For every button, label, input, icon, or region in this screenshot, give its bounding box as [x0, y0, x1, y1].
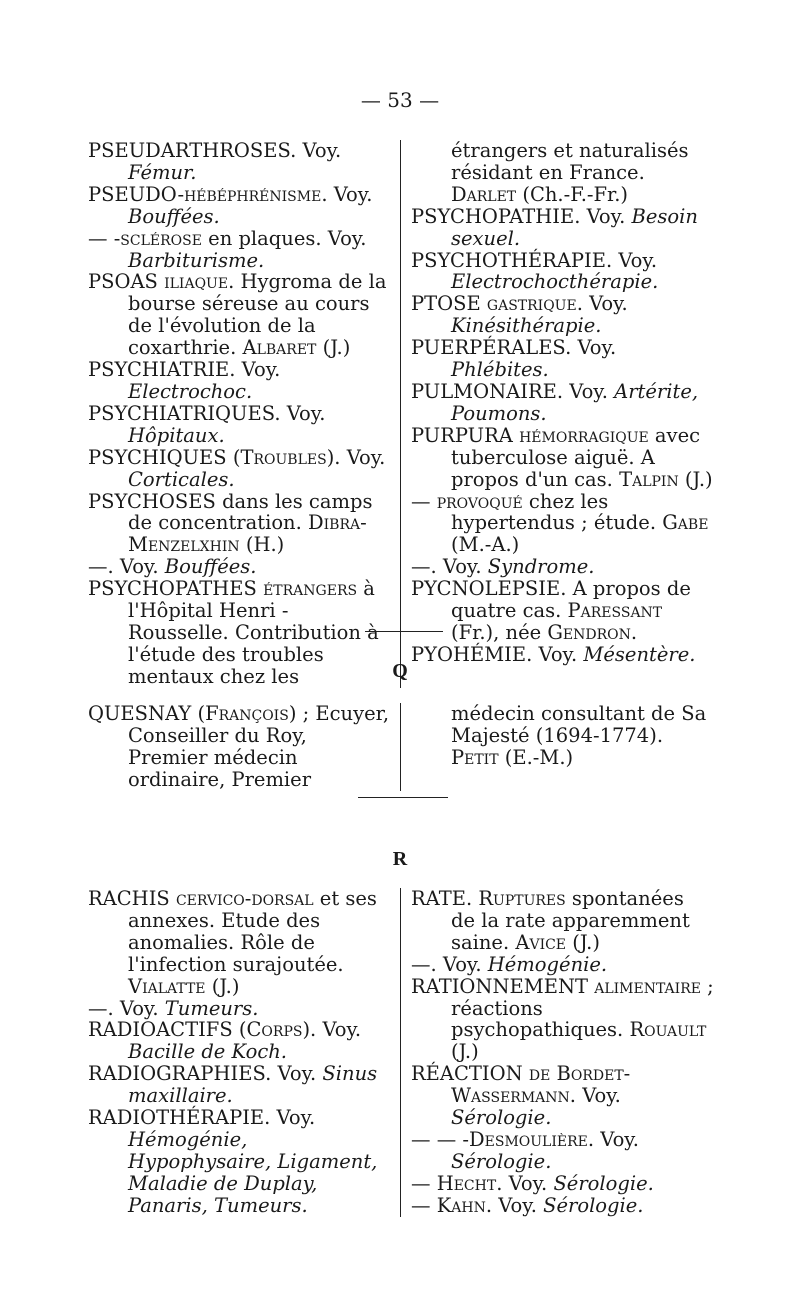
index-entry	[88, 1107, 390, 1217]
section-r-right-column	[401, 888, 714, 1217]
cross-reference: Syndrome.	[487, 555, 595, 579]
index-entry	[411, 578, 714, 644]
section-r-left-column	[88, 888, 401, 1217]
index-entry-continuation	[411, 703, 714, 769]
entry-text: ). Voy.	[326, 445, 386, 469]
entry-text: . Voy.	[587, 1127, 639, 1151]
entry-text: RADIOGRAPHIES. Voy.	[88, 1062, 323, 1086]
entry-text: PSYCHOPATHES	[88, 577, 264, 601]
entry-text: RATE.	[411, 887, 479, 910]
cross-reference: Sérologie.	[553, 1171, 654, 1195]
cross-reference: Fémur.	[128, 160, 197, 184]
entry-text: RATIONNEMENT	[411, 974, 595, 998]
small-caps-text: hémorragique	[519, 423, 649, 447]
small-caps-text: cervico-dorsal	[175, 887, 314, 910]
entry-text: chez les hypertendus ; étude.	[451, 489, 663, 535]
index-entry	[411, 1063, 714, 1129]
entry-text: (E.-M.)	[498, 745, 574, 769]
index-entry	[88, 403, 390, 447]
section-divider	[365, 631, 443, 632]
letter-heading-r: R	[392, 848, 408, 870]
entry-text: (J.)	[678, 467, 713, 491]
index-entry	[411, 206, 714, 250]
entry-text: (J.)	[205, 974, 240, 998]
section-q-right-column	[401, 703, 714, 791]
section-p-right-column	[401, 140, 714, 688]
index-entry	[88, 703, 390, 791]
entry-text: PURPURA	[411, 423, 520, 447]
entry-text: en plaques. Voy.	[201, 226, 367, 250]
small-caps-text: Petit	[451, 745, 499, 769]
entry-text: . Voy.	[569, 1084, 621, 1108]
entry-text: ) ; Ecuyer, Conseiller du Roy, Premier médecin ordinaire, Premier	[128, 702, 390, 791]
entry-text: . Voy.	[496, 1171, 554, 1195]
small-caps-text: Gabe	[662, 511, 709, 535]
cross-reference: Artérite, Poumons.	[451, 379, 699, 425]
index-entry	[411, 293, 714, 337]
index-entry	[411, 888, 714, 954]
small-caps-text: François	[205, 702, 289, 725]
small-caps-text: Gendron	[547, 620, 631, 644]
small-caps-text: Troubles	[240, 445, 327, 469]
entry-text: .	[630, 620, 638, 644]
section-divider	[358, 797, 448, 798]
index-entry	[88, 447, 390, 491]
index-entry	[88, 998, 390, 1020]
section-r	[88, 888, 714, 1217]
entry-text: RACHIS	[88, 887, 176, 910]
entry-text: RÉACTION	[411, 1062, 529, 1086]
index-entry	[411, 1195, 714, 1217]
index-entry	[411, 954, 714, 976]
cross-reference: Corticales.	[128, 467, 235, 491]
small-caps-text: provoqué	[436, 489, 523, 513]
entry-text: médecin consultant de Sa Majesté (1694-1774).	[451, 702, 707, 747]
index-entry	[411, 976, 714, 1064]
small-caps-text: Albaret	[242, 336, 317, 360]
cross-reference: Tumeurs.	[164, 996, 259, 1020]
cross-reference: Electrochocthérapie.	[451, 270, 659, 294]
entry-text: PSYCHIQUES (	[88, 445, 241, 469]
entry-text: —	[411, 1171, 437, 1195]
entry-text: PYOHÉMIE. Voy.	[411, 642, 584, 666]
entry-text: (J.)	[316, 336, 351, 360]
entry-text: PUERPÉRALES. Voy.	[411, 336, 617, 360]
section-p	[88, 140, 714, 688]
entry-text: . Hygroma de la bourse séreuse au cours de l'évolution de la coxarthrie.	[128, 270, 387, 360]
entry-text: PSYCHIATRIQUES. Voy.	[88, 401, 326, 425]
cross-reference: Hémogénie, Hypophysaire, Ligament, Maladie de Duplay, Panaris, Tumeurs.	[128, 1127, 378, 1217]
entry-text: —	[411, 489, 437, 513]
entry-text: PSYCHOTHÉRAPIE. Voy.	[411, 248, 658, 272]
index-entry	[88, 140, 390, 184]
index-entry	[88, 491, 390, 557]
entry-text: à l'Hôpital Henri - Rousselle. Contribution à l'étude des troubles mentaux chez les	[128, 577, 379, 688]
small-caps-text: Rouault	[629, 1018, 707, 1042]
entry-text: (M.-A.)	[451, 533, 520, 557]
entry-text: PSEUDO-	[88, 182, 185, 206]
cross-reference: Bouffées.	[164, 555, 257, 579]
entry-text: — — -	[411, 1127, 469, 1151]
section-q	[88, 703, 714, 791]
cross-reference: Bacille de Koch.	[128, 1040, 288, 1064]
index-entry-continuation	[411, 140, 714, 206]
cross-reference: Mésentère.	[583, 642, 696, 666]
small-caps-text: Hecht	[436, 1171, 497, 1195]
cross-reference: Sinus maxillaire.	[128, 1062, 378, 1108]
entry-text: (H.)	[239, 533, 285, 557]
small-caps-text: Ruptures	[478, 887, 566, 910]
small-caps-text: Desmoulière	[469, 1127, 588, 1151]
entry-text: ). Voy.	[302, 1018, 362, 1042]
index-entry	[411, 425, 714, 491]
small-caps-text: Kahn	[436, 1193, 486, 1217]
cross-reference: Sérologie.	[451, 1149, 552, 1173]
entry-text: . Voy.	[485, 1193, 544, 1217]
letter-heading-q: Q	[392, 660, 408, 682]
small-caps-text: gastrique	[486, 292, 577, 316]
cross-reference: Sérologie.	[543, 1193, 644, 1217]
small-caps-text: Darlet	[451, 182, 517, 206]
entry-text: (Ch.-F.-Fr.)	[516, 182, 629, 206]
cross-reference: Phlébites.	[451, 358, 549, 382]
small-caps-text: iliaque	[164, 270, 229, 294]
index-entry	[88, 1019, 390, 1063]
entry-text: —	[411, 1193, 437, 1217]
small-caps-text: Talpin	[619, 467, 679, 491]
cross-reference: Bouffées.	[128, 204, 220, 228]
small-caps-text: alimentaire	[594, 974, 701, 998]
entry-text: PTOSE	[411, 292, 487, 316]
cross-reference: Besoin sexuel.	[451, 204, 698, 250]
section-p-left-column	[88, 140, 401, 688]
cross-reference: Hôpitaux.	[128, 423, 225, 447]
entry-text: PSYCHIATRIE. Voy.	[88, 358, 281, 382]
entry-text: . Voy.	[321, 182, 373, 206]
entry-text: —. Voy.	[411, 952, 488, 976]
entry-text: QUESNAY (	[88, 702, 206, 725]
index-entry	[411, 381, 714, 425]
entry-text: et ses annexes. Etude des anomalies. Rôle de l'infection surajoutée.	[128, 887, 377, 976]
entry-text: PYCNOLEPSIE. A propos de quatre cas.	[411, 577, 691, 623]
entry-text: —. Voy.	[88, 996, 165, 1020]
entry-text: RADIOTHÉRAPIE. Voy.	[88, 1106, 316, 1130]
cross-reference: Barbiturisme.	[128, 248, 265, 272]
page-number: — 53 —	[360, 88, 440, 112]
cross-reference: Kinésithérapie.	[451, 314, 602, 338]
index-entry	[88, 184, 390, 228]
entry-text: —. Voy.	[411, 555, 488, 579]
index-entry	[88, 359, 390, 403]
entry-text: PSYCHOPATHIE. Voy.	[411, 204, 632, 228]
entry-text: PSOAS	[88, 270, 165, 294]
entry-text: (J.)	[566, 930, 600, 954]
index-entry	[411, 250, 714, 294]
small-caps-text: sclérose	[120, 226, 202, 250]
cross-reference: Sérologie.	[451, 1106, 552, 1130]
entry-text: . Voy.	[576, 292, 628, 316]
entry-text: PSEUDARTHROSES. Voy.	[88, 139, 342, 162]
index-entry	[88, 1063, 390, 1107]
entry-text: — -	[88, 226, 121, 250]
cross-reference: Electrochoc.	[128, 379, 253, 403]
index-entry	[88, 556, 390, 578]
section-q-left-column	[88, 703, 401, 791]
index-entry	[411, 491, 714, 557]
entry-text: (J.)	[451, 1040, 479, 1064]
small-caps-text: étrangers	[263, 577, 358, 601]
small-caps-text: Corps	[246, 1018, 303, 1042]
small-caps-text: hébéphrénisme	[184, 182, 322, 206]
entry-text: ; réactions psychopathiques.	[451, 974, 714, 1042]
entry-text: —. Voy.	[88, 555, 165, 579]
small-caps-text: Dibra-Menzelxhin	[128, 511, 367, 557]
index-entry	[411, 1173, 714, 1195]
small-caps-text: de Bordet-Wassermann	[451, 1062, 631, 1108]
entry-text: (Fr.), née	[451, 620, 548, 644]
entry-text: PSYCHOSES dans les camps de concentration.	[88, 489, 373, 535]
index-entry	[411, 556, 714, 578]
small-caps-text: Vialatte	[128, 974, 206, 998]
index-entry	[88, 271, 390, 359]
entry-text: PULMONAIRE. Voy.	[411, 379, 615, 403]
small-caps-text: Avice	[515, 930, 567, 954]
index-entry	[411, 1129, 714, 1173]
small-caps-text: Paressant	[567, 599, 663, 623]
index-entry	[88, 228, 390, 272]
entry-text: RADIOACTIFS (	[88, 1018, 247, 1042]
entry-text: étrangers et naturalisés résidant en France.	[451, 139, 689, 184]
entry-text: spontanées de la rate apparemment saine.	[451, 887, 690, 954]
cross-reference: Hémogénie.	[487, 952, 608, 976]
entry-text: avec tuberculose aiguë. A propos d'un cas.	[451, 423, 701, 491]
index-entry	[88, 888, 390, 998]
index-entry	[411, 337, 714, 381]
